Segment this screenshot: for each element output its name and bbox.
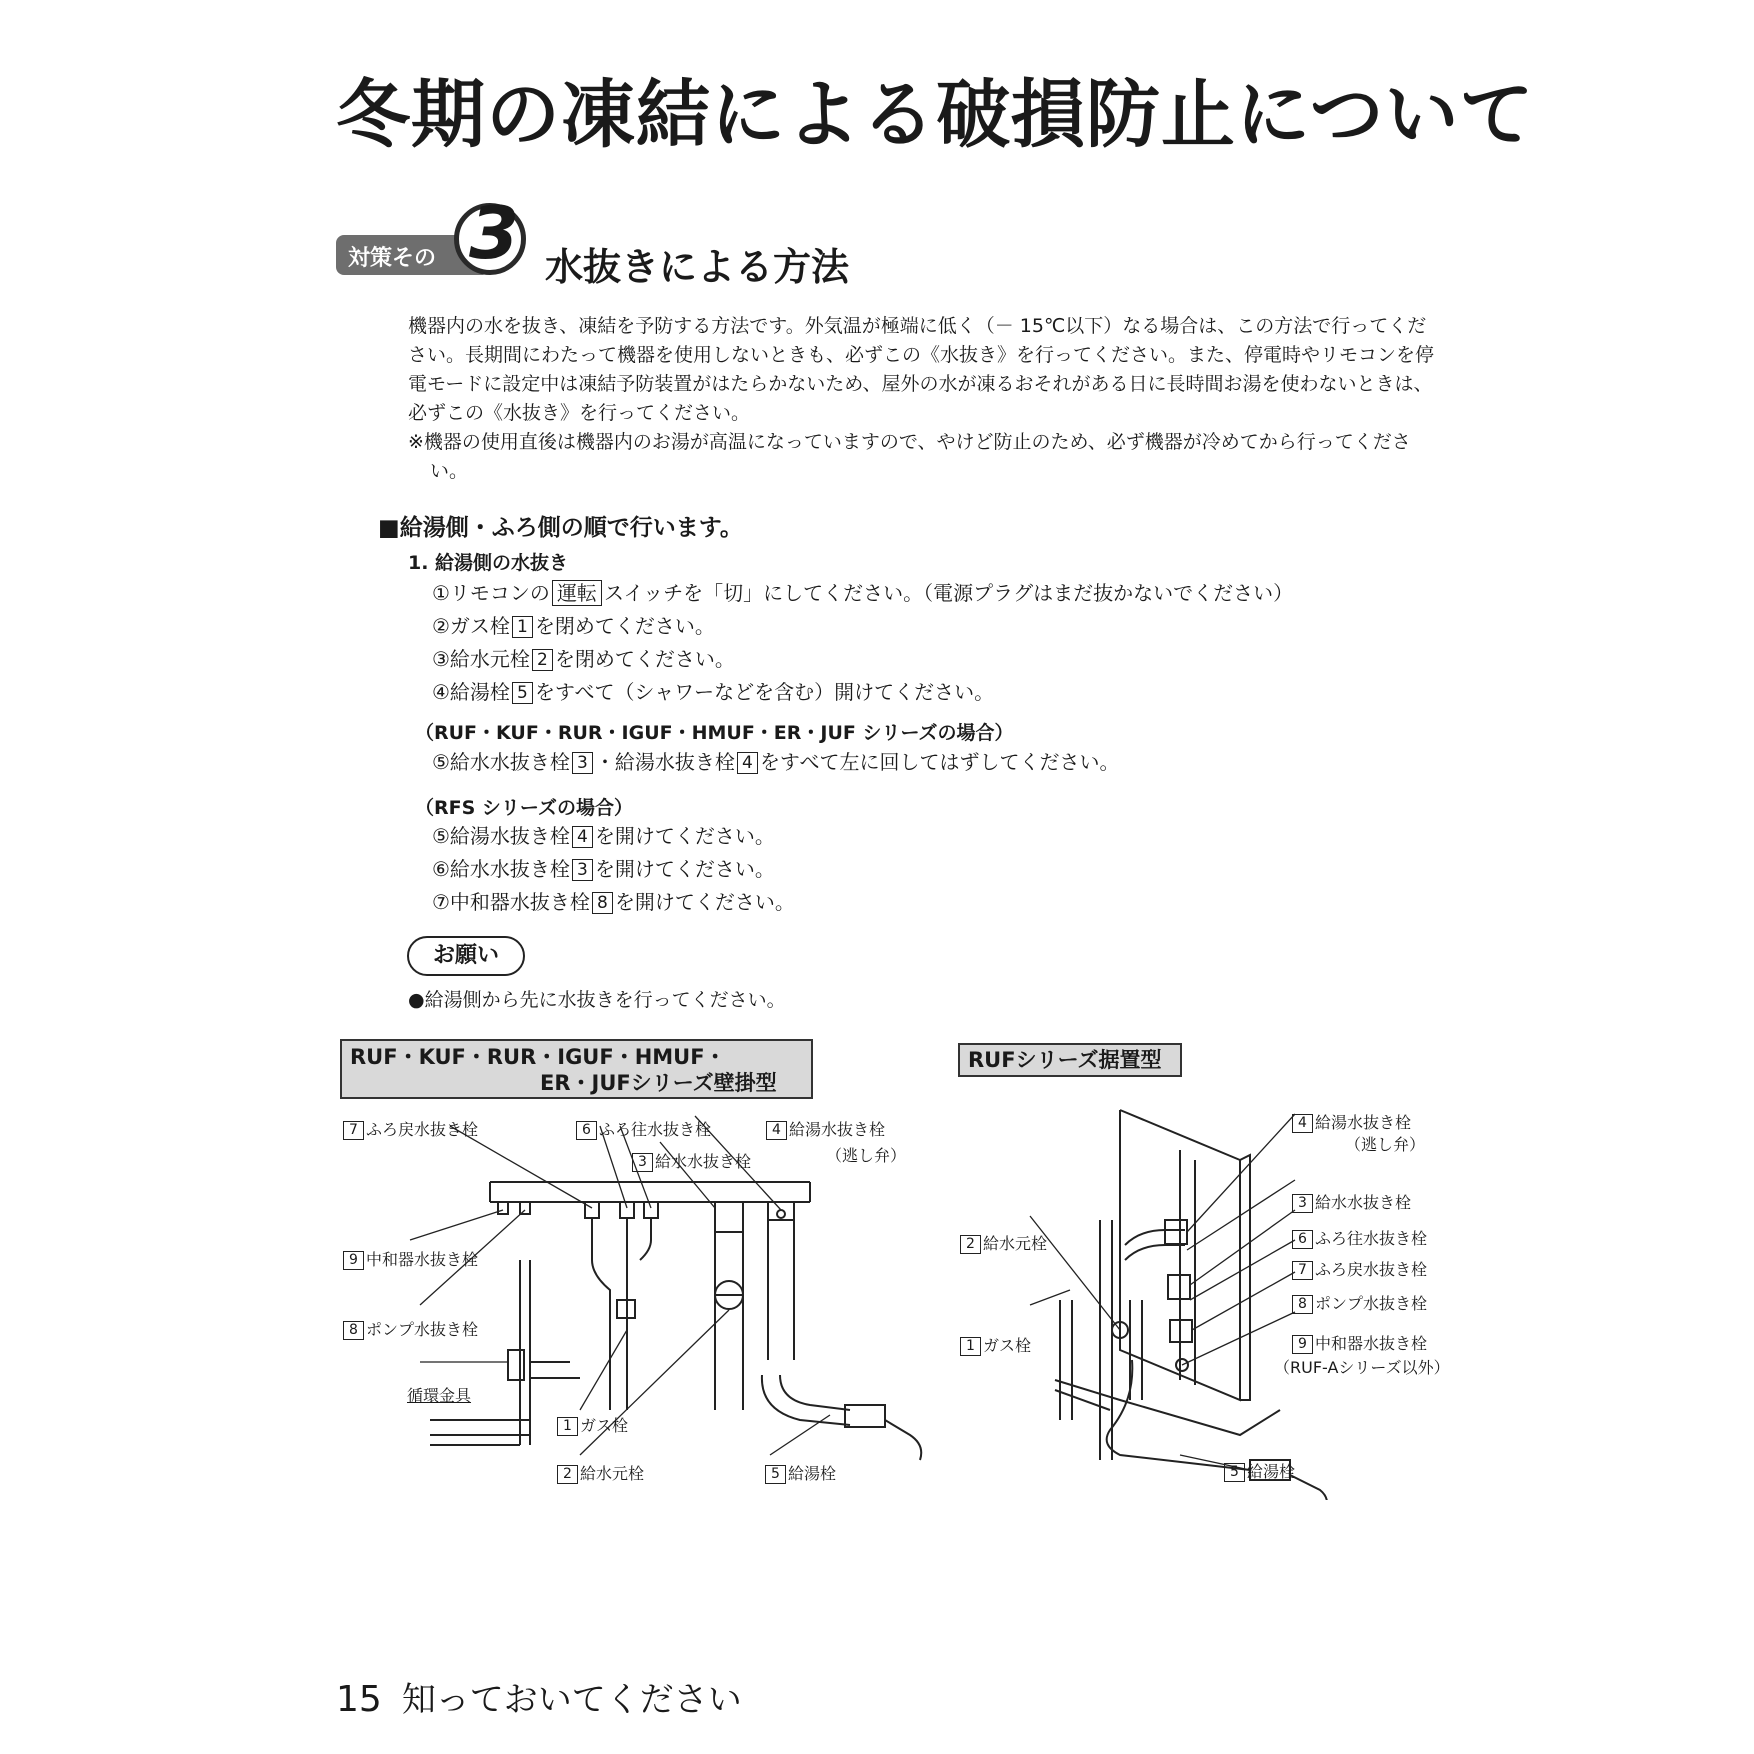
label-r3-cold-drain: 3 給水水抜き栓 xyxy=(1290,1190,1411,1213)
badge-number: 3 xyxy=(468,191,520,275)
section-badge xyxy=(336,191,531,283)
series-b-steps xyxy=(432,820,795,919)
label-1-gas: 1 ガス栓 xyxy=(555,1413,628,1436)
series-a-heading: （RUF・KUF・RUR・IGUF・HMUF・ER・JUF シリーズの場合） xyxy=(415,722,1014,744)
step-4: ④給湯栓 5 をすべて（シャワーなどを含む）開けてください。 xyxy=(432,680,995,704)
label-2-water-main: 2 給水元栓 xyxy=(555,1461,644,1484)
run-switch-key: 運転 xyxy=(552,580,602,606)
label-r1-gas: 1 ガス栓 xyxy=(958,1333,1031,1356)
series-b-heading: （RFS シリーズの場合） xyxy=(415,797,633,819)
steps-list xyxy=(432,577,1293,709)
page-number: 15 xyxy=(336,1679,382,1720)
step-6b: ⑥給水水抜き栓 3 を開けてください。 xyxy=(432,857,775,881)
label-r5-hot-tap: 5 給湯栓 xyxy=(1222,1459,1295,1482)
procedure-heading: ■給湯側・ふろ側の順で行います。 xyxy=(378,515,743,541)
intro-paragraph: 機器内の水を抜き、凍結を予防する方法です。外気温が極端に低く（－ 15℃以下）なる場合は、この方法で行ってください。長期間にわたって機器を使用しないときも、必ずこの《水抜き》を行ってください。また、停電時やリモコンを停電モードに設定中は凍結予防装置がはたらかないため、屋外の水が凍るおそれがある日に長時間お湯を使わないときは、必ずこの《水抜き》を行ってください。 xyxy=(408,315,1435,424)
label-r7-bath-return: 7 ふろ戻水抜き栓 xyxy=(1290,1257,1427,1280)
label-circulation-fitting: 循環金具 xyxy=(407,1386,472,1405)
label-r6-bath-supply: 6 ふろ往水抜き栓 xyxy=(1290,1226,1427,1249)
page-title: 冬期の凍結による破損防止について xyxy=(336,72,1535,158)
step-1: ①リモコンの 運転 スイッチを「切」にしてください。（電源プラグはまだ抜かないでください） xyxy=(432,581,1294,605)
request-text: ●給湯側から先に水抜きを行ってください。 xyxy=(408,989,786,1011)
ref-number: 4 xyxy=(737,752,758,774)
left-figure-title: RUF・KUF・RUR・IGUF・HMUF・ ER・JUFシリーズ壁掛型 xyxy=(340,1039,813,1099)
step-5a: ⑤給水水抜き栓 3 ・給湯水抜き栓 4 をすべて左に回してはずしてください。 xyxy=(432,750,1120,774)
step-5b: ⑤給湯水抜き栓 4 を開けてください。 xyxy=(432,824,775,848)
ref-number: 3 xyxy=(572,859,593,881)
procedure-subheading: 1. 給湯側の水抜き xyxy=(408,552,569,574)
page-footer xyxy=(336,1672,742,1721)
right-figure-title: RUFシリーズ据置型 xyxy=(958,1043,1182,1077)
ref-number: 4 xyxy=(572,826,593,848)
label-7-bath-return: 7 ふろ戻水抜き栓 xyxy=(341,1117,478,1140)
step-3: ③給水元栓 2 を閉めてください。 xyxy=(432,647,735,671)
label-3-cold-drain: 3 給水水抜き栓 xyxy=(630,1149,751,1172)
label-r8-pump: 8 ポンプ水抜き栓 xyxy=(1290,1291,1427,1314)
label-5-hot-tap: 5 給湯栓 xyxy=(763,1461,836,1484)
section-title: 水抜きによる方法 xyxy=(545,245,850,289)
ref-number: 1 xyxy=(512,616,533,638)
request-badge: お願い xyxy=(407,936,525,976)
footer-text: 知っておいてください xyxy=(401,1680,742,1720)
ref-number: 3 xyxy=(572,752,593,774)
step-7b: ⑦中和器水抜き栓 8 を開けてください。 xyxy=(432,890,795,914)
series-a-steps xyxy=(432,746,1120,779)
step-2: ②ガス栓 1 を閉めてください。 xyxy=(432,614,715,638)
label-9-neutralizer: 9 中和器水抜き栓 xyxy=(341,1247,478,1270)
ref-number: 8 xyxy=(592,892,613,914)
label-r4-relief-valve: （逃し弁） xyxy=(1345,1135,1426,1154)
intro-text xyxy=(408,312,1438,486)
caution-note: ※機器の使用直後は機器内のお湯が高温になっていますので、やけど防止のため、必ず機器が冷めてから行ってください。 xyxy=(408,431,1411,482)
badge-label: 対策その xyxy=(348,246,437,271)
label-6-bath-supply: 6 ふろ往水抜き栓 xyxy=(574,1117,711,1140)
label-r9-note: （RUF-Aシリーズ以外） xyxy=(1274,1358,1450,1377)
ref-number: 5 xyxy=(512,682,533,704)
label-4-relief-valve: （逃し弁） xyxy=(826,1146,907,1165)
ref-number: 2 xyxy=(532,649,553,671)
label-4-hot-drain: 4 給湯水抜き栓 xyxy=(764,1117,885,1140)
label-8-pump: 8 ポンプ水抜き栓 xyxy=(341,1317,478,1340)
label-r2-water-main: 2 給水元栓 xyxy=(958,1231,1047,1254)
label-r4-hot-drain: 4 給湯水抜き栓 xyxy=(1290,1110,1411,1133)
label-r9-neutralizer: 9 中和器水抜き栓 xyxy=(1290,1331,1427,1354)
